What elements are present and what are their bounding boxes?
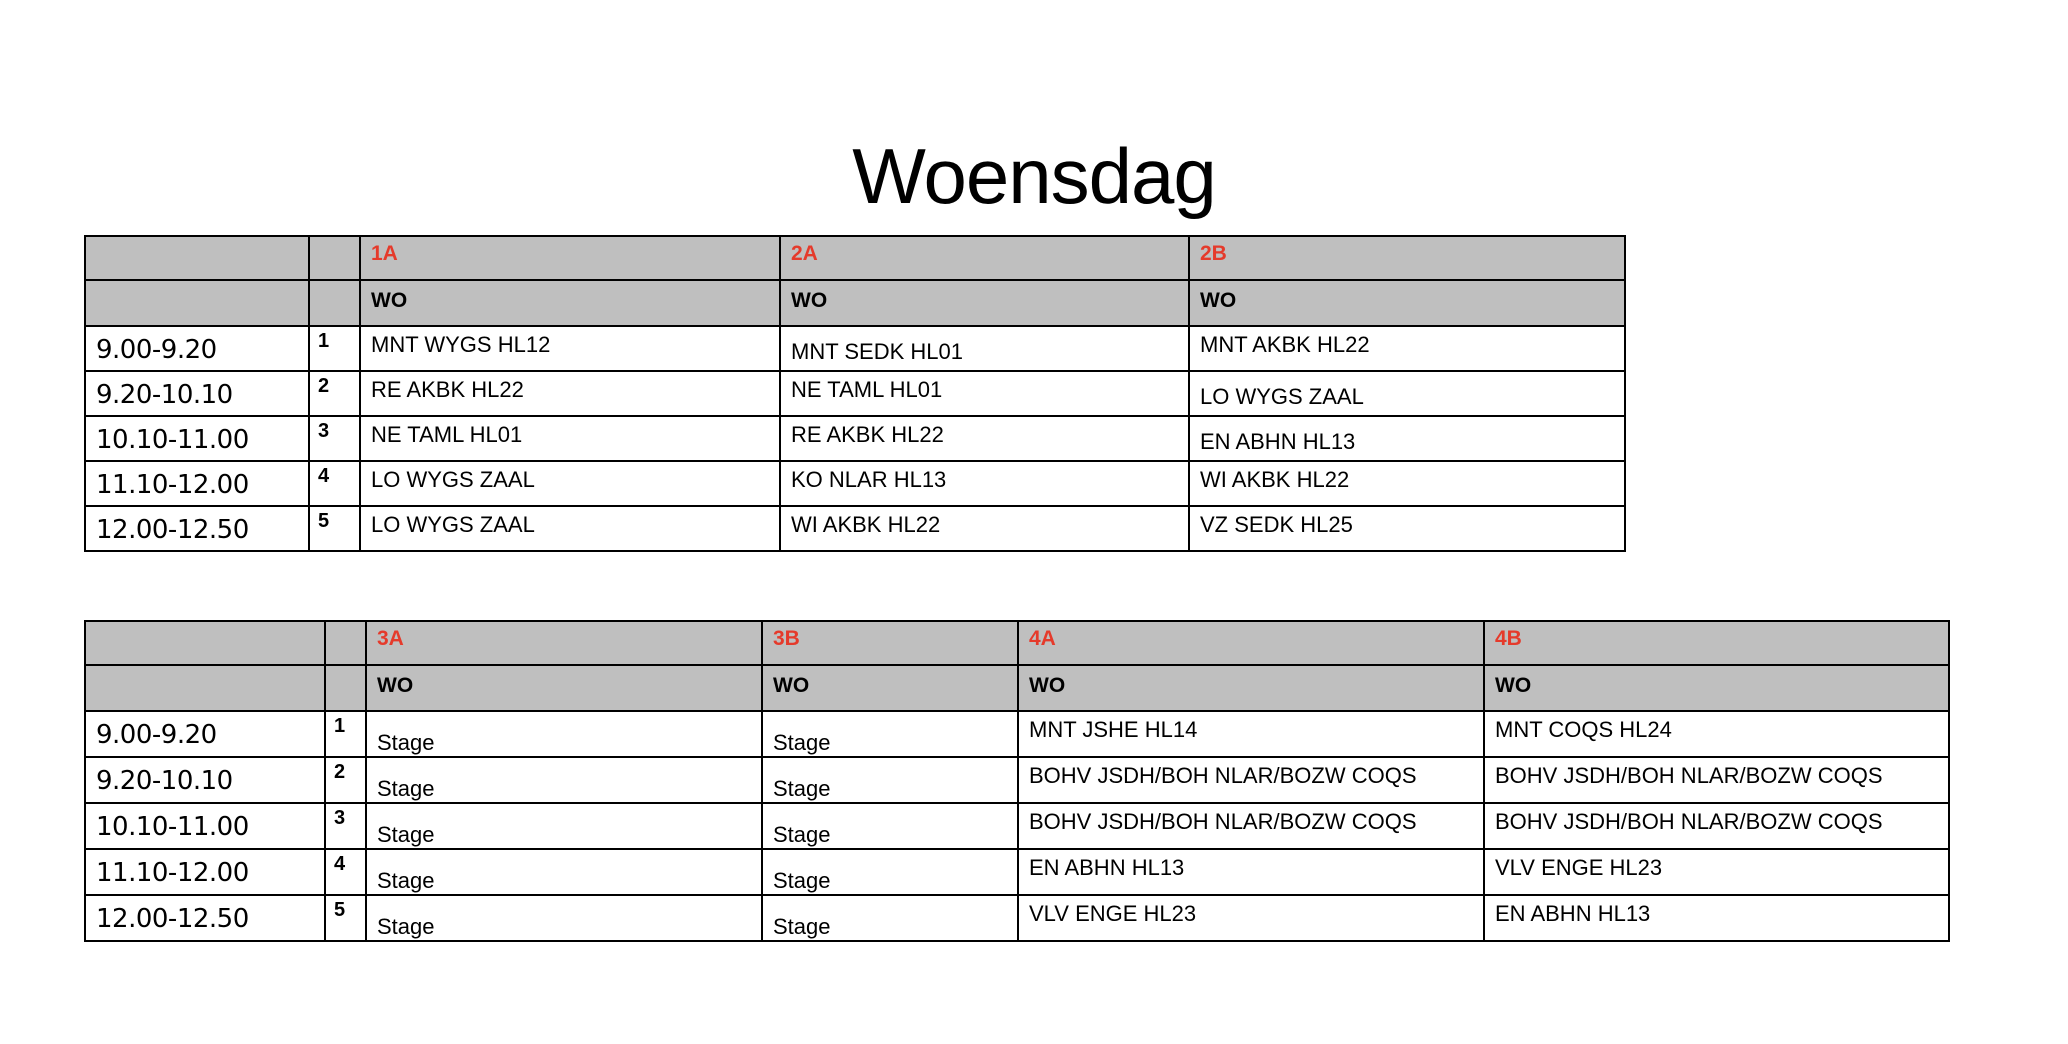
lesson-cell: BOHV JSDH/BOH NLAR/BOZW COQS: [1018, 803, 1484, 849]
lesson-cell: EN ABHN HL13: [1484, 895, 1949, 941]
lesson-cell: LO WYGS ZAAL: [1189, 371, 1625, 416]
lesson-cell: WI AKBK HL22: [780, 506, 1189, 551]
lesson-cell: Stage: [366, 849, 762, 895]
lesson-cell: Stage: [762, 803, 1018, 849]
empty-cell: [85, 621, 325, 665]
page-title: Woensdag: [852, 132, 1216, 220]
table-row: [85, 895, 1949, 941]
period-number: 4: [309, 461, 360, 506]
class-header: 2B: [1189, 236, 1625, 280]
empty-cell: [325, 665, 366, 711]
time-cell: 12.00-12.50: [85, 895, 325, 941]
lesson-cell: Stage: [762, 895, 1018, 941]
lesson-cell: KO NLAR HL13: [780, 461, 1189, 506]
empty-cell: [309, 236, 360, 280]
time-cell: 9.00-9.20: [85, 711, 325, 757]
day-header: WO: [1018, 665, 1484, 711]
lesson-cell: Stage: [762, 757, 1018, 803]
lesson-cell: MNT WYGS HL12: [360, 326, 780, 371]
period-number: 1: [309, 326, 360, 371]
day-header: WO: [780, 280, 1189, 326]
day-header-row: [85, 665, 1949, 711]
time-cell: 9.00-9.20: [85, 326, 309, 371]
lesson-cell: MNT AKBK HL22: [1189, 326, 1625, 371]
table-row: [85, 416, 1625, 461]
time-cell: 11.10-12.00: [85, 461, 309, 506]
lesson-cell: NE TAML HL01: [780, 371, 1189, 416]
class-header: 4A: [1018, 621, 1484, 665]
period-number: 3: [309, 416, 360, 461]
lesson-cell: Stage: [366, 895, 762, 941]
lesson-cell: EN ABHN HL13: [1018, 849, 1484, 895]
class-header-row: [85, 621, 1949, 665]
class-header-row: [85, 236, 1625, 280]
lesson-cell: LO WYGS ZAAL: [360, 506, 780, 551]
empty-cell: [309, 280, 360, 326]
lesson-cell: Stage: [762, 711, 1018, 757]
lesson-cell: Stage: [366, 757, 762, 803]
lesson-cell: NE TAML HL01: [360, 416, 780, 461]
empty-cell: [85, 236, 309, 280]
period-number: 5: [325, 895, 366, 941]
day-header: WO: [360, 280, 780, 326]
lesson-cell: VZ SEDK HL25: [1189, 506, 1625, 551]
table-row: [85, 326, 1625, 371]
lesson-cell: RE AKBK HL22: [360, 371, 780, 416]
day-header: WO: [366, 665, 762, 711]
lesson-cell: WI AKBK HL22: [1189, 461, 1625, 506]
period-number: 5: [309, 506, 360, 551]
period-number: 4: [325, 849, 366, 895]
lesson-cell: EN ABHN HL13: [1189, 416, 1625, 461]
day-header: WO: [1189, 280, 1625, 326]
table-row: [85, 757, 1949, 803]
schedule-table-1: [84, 235, 1626, 552]
empty-cell: [85, 665, 325, 711]
table-row: [85, 849, 1949, 895]
lesson-cell: RE AKBK HL22: [780, 416, 1189, 461]
lesson-cell: LO WYGS ZAAL: [360, 461, 780, 506]
class-header: 2A: [780, 236, 1189, 280]
table-row: [85, 506, 1625, 551]
time-cell: 9.20-10.10: [85, 371, 309, 416]
table-row: [85, 461, 1625, 506]
time-cell: 10.10-11.00: [85, 803, 325, 849]
lesson-cell: MNT JSHE HL14: [1018, 711, 1484, 757]
lesson-cell: Stage: [366, 803, 762, 849]
time-cell: 10.10-11.00: [85, 416, 309, 461]
lesson-cell: MNT COQS HL24: [1484, 711, 1949, 757]
class-header: 3B: [762, 621, 1018, 665]
lesson-cell: BOHV JSDH/BOH NLAR/BOZW COQS: [1484, 757, 1949, 803]
lesson-cell: Stage: [366, 711, 762, 757]
lesson-cell: VLV ENGE HL23: [1018, 895, 1484, 941]
lesson-cell: VLV ENGE HL23: [1484, 849, 1949, 895]
period-number: 2: [309, 371, 360, 416]
class-header: 3A: [366, 621, 762, 665]
lesson-cell: MNT SEDK HL01: [780, 326, 1189, 371]
schedule-table-2: [84, 620, 1950, 942]
table-row: [85, 371, 1625, 416]
period-number: 2: [325, 757, 366, 803]
time-cell: 11.10-12.00: [85, 849, 325, 895]
lesson-cell: BOHV JSDH/BOH NLAR/BOZW COQS: [1018, 757, 1484, 803]
class-header: 4B: [1484, 621, 1949, 665]
class-header: 1A: [360, 236, 780, 280]
lesson-cell: Stage: [762, 849, 1018, 895]
table-row: [85, 803, 1949, 849]
period-number: 3: [325, 803, 366, 849]
table-row: [85, 711, 1949, 757]
period-number: 1: [325, 711, 366, 757]
empty-cell: [325, 621, 366, 665]
time-cell: 12.00-12.50: [85, 506, 309, 551]
day-header-row: [85, 280, 1625, 326]
day-header: WO: [1484, 665, 1949, 711]
empty-cell: [85, 280, 309, 326]
day-header: WO: [762, 665, 1018, 711]
lesson-cell: BOHV JSDH/BOH NLAR/BOZW COQS: [1484, 803, 1949, 849]
time-cell: 9.20-10.10: [85, 757, 325, 803]
